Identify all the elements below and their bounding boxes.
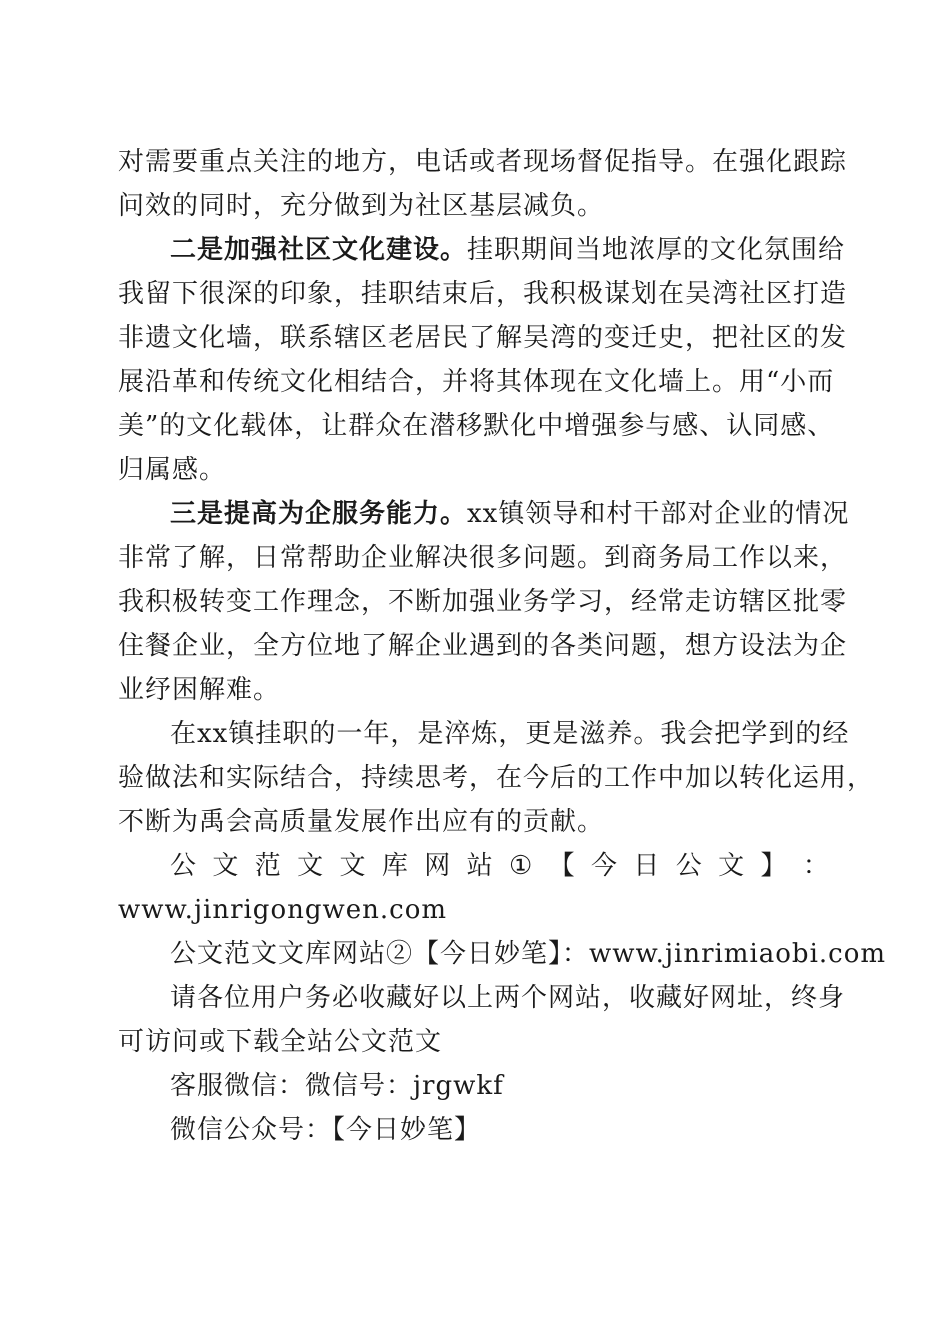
site-1-char: 库 <box>381 851 409 881</box>
paragraph-3-first-line-text: xx镇领导和村干部对企业的情况 <box>467 499 850 529</box>
paragraph-3-line-3: 我积极转变工作理念，不断加强业务学习，经常走访辖区批零 <box>118 587 848 617</box>
site-1-char: 文 <box>212 851 240 881</box>
site-1-char: ① <box>509 851 534 881</box>
notice-line-1: 请各位用户务必收藏好以上两个网站，收藏好网址，终身 <box>170 983 846 1013</box>
paragraph-3-line-1 <box>118 492 850 536</box>
paragraph-2-line-5: 美”的文化载体，让群众在潜移默化中增强参与感、认同感、 <box>118 411 835 441</box>
site-1-char: 】 <box>760 851 788 881</box>
paragraph-2-line-2: 我留下很深的印象，挂职结束后，我积极谋划在吴湾社区打造 <box>118 279 848 309</box>
paragraph-3-heading: 三是提高为企服务能力。 <box>170 499 468 529</box>
wechat-official-account: 微信公众号：【今日妙笔】 <box>170 1115 482 1145</box>
document-page <box>118 140 887 1152</box>
paragraph-3-line-4: 住餐企业，全方位地了解企业遇到的各类问题，想方设法为企 <box>118 631 848 661</box>
site-1-char: 文 <box>339 851 367 881</box>
site-1-char: 日 <box>633 851 661 881</box>
site-1-line <box>118 844 830 888</box>
site-1-char: 文 <box>297 851 325 881</box>
paragraph-2-first-line-text: 挂职期间当地浓厚的文化氛围给 <box>467 235 846 265</box>
paragraph-2-line-6: 归属感。 <box>118 455 227 485</box>
paragraph-4-line-2: 验做法和实际结合，持续思考，在今后的工作中加以转化运用， <box>118 763 875 793</box>
paragraph-1-line-1: 对需要重点关注的地方，电话或者现场督促指导。在强化跟踪 <box>118 147 848 177</box>
site-1-char: 今 <box>591 851 619 881</box>
paragraph-4-line-1: 在xx镇挂职的一年，是淬炼，更是滋养。我会把学到的经 <box>170 719 850 749</box>
site-1-char: 站 <box>466 851 494 881</box>
paragraph-2-line-4: 展沿革和传统文化相结合，并将其体现在文化墙上。用“小而 <box>118 367 835 397</box>
site-1-char: 【 <box>548 851 576 881</box>
site-1-char: ： <box>802 851 830 881</box>
paragraph-2-line-1 <box>118 228 846 272</box>
site-1-char: 范 <box>254 851 282 881</box>
wechat-service: 客服微信：微信号：jrgwkf <box>170 1071 504 1101</box>
paragraph-4-line-3: 不断为禹会高质量发展作出应有的贡献。 <box>118 807 605 837</box>
notice-line-2: 可访问或下载全站公文范文 <box>118 1027 443 1057</box>
site-1-char: 公 <box>675 851 703 881</box>
paragraph-2-line-3: 非遗文化墙，联系辖区老居民了解吴湾的变迁史，把社区的发 <box>118 323 848 353</box>
site-1-char: 公 <box>170 851 198 881</box>
paragraph-3-line-5: 业纾困解难。 <box>118 675 281 705</box>
paragraph-1-line-2: 问效的同时，充分做到为社区基层减负。 <box>118 191 605 221</box>
paragraph-2-heading: 二是加强社区文化建设。 <box>170 235 468 265</box>
paragraph-3-line-2: 非常了解，日常帮助企业解决很多问题。到商务局工作以来， <box>118 543 848 573</box>
site-1-url[interactable]: www.jinrigongwen.com <box>118 895 448 925</box>
site-1-char: 文 <box>718 851 746 881</box>
site-2-line[interactable]: 公文范文文库网站②【今日妙笔】：www.jinrimiaobi.com <box>170 939 887 969</box>
site-1-char: 网 <box>424 851 452 881</box>
